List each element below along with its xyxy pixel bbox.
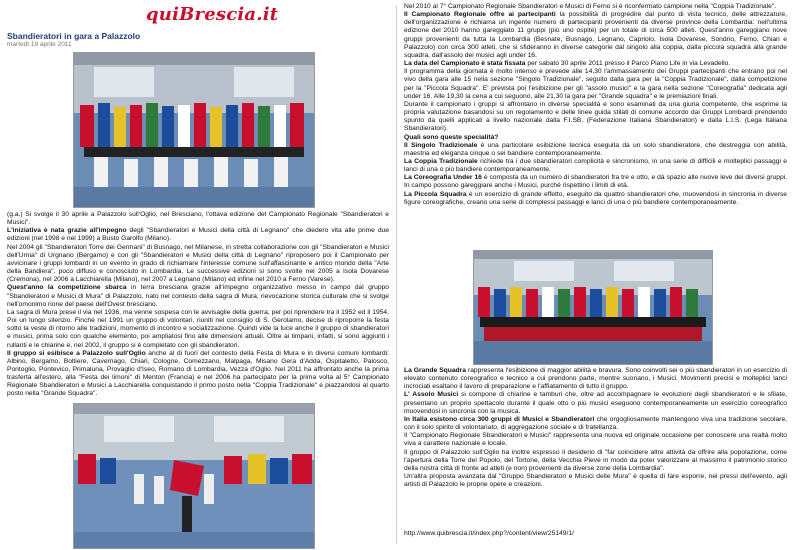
paragraph — [404, 367, 787, 391]
paragraph-text: Durante il campionato i gruppi si affrontano in diverse specialità e sono esaminati da una giuria competente, che esprime la propria valutazione basandosi su un regolamento e delle linee guida stilati di comune accordo dai Gruppi Lombardi prendendo spunto da quelli applicati a livello nazionale dalla F.I.SB. (Federazione Italiana Sbandieratori) e dalla L.I.S. (Lega Italiana Sbandieratori). — [404, 100, 787, 133]
paragraph-text: in terra bresciana grazie all'impegno organizzativo messo in campo dal gruppo "Sbandieratori e Musici di Mura" di Palazzolo, nato nel contesto della sagra di Mura, rievocazione storica culturale che si svolge nell'omonimo rione del paese dell'Ovest bresciano. — [7, 284, 389, 308]
photo-performance — [73, 403, 315, 549]
paragraph — [7, 350, 389, 399]
paragraph-lead: L'iniziativa è nata grazie all'impegno — [7, 227, 127, 235]
photo-flag-wavers-lineup — [73, 52, 315, 208]
paragraph — [404, 449, 787, 473]
paragraph — [404, 191, 787, 207]
paragraph-text: degli "Sbandieratori e Musici della città di Legnano" che diedero vita alle prime due edizioni (nel 1998 e nel 1999) a Busto Garolfo (Milano). — [7, 227, 389, 243]
paragraph-text: per sabato 30 aprile 2011 presso il Parco Piano Life in via Levadello. — [525, 60, 731, 68]
column-divider — [396, 6, 397, 544]
photo-1-drawing — [74, 53, 314, 207]
paragraph-lead: La Coreografia Under 16 — [404, 174, 482, 182]
paragraph — [7, 309, 389, 350]
paragraph — [404, 432, 787, 448]
paragraph-lead: La data del Campionato è stata fissata — [404, 60, 526, 68]
paragraph-lead: In Italia esistono circa 300 gruppi di Musici e Sbandieratori — [404, 415, 595, 423]
left-column-text — [7, 211, 389, 399]
paragraph-text: è un esercizio di grande effetto, eseguito da quattro sbandieratori che, muovendosi in sincronia in diverse figure coreografiche, creano una serie di complessi passaggi e lanci di una o più bandiere contemporaneamente. — [404, 190, 787, 206]
paragraph-text: La sagra di Mura prese il via nel 1936, ma venne sospesa con le avvisaglie della guerra, per poi riprendere tra il 1952 ed il 1954. Poi un lungo silenzio. Finché nel 1991 un gruppo di volontari, riuniti nel consiglio di S. Gerolamo, decise di riproporre la festa sotto la veste di ritorno alle tradizioni, momento di incontro e socializzazione. Quindi vide la luce anche il gruppo di sbandieratori e musici, prima solo con qualche elemento, poi ampliatosi fino alle dimensioni attuali. Oltre ai timpani, infatti, si sono aggiunti i rullanti e le chiarine e, nel 2002, il gruppo si è completato con gli sbandieratori. — [7, 308, 389, 349]
paragraph-lead: Il Campionato Regionale offre ai partecipanti — [404, 11, 556, 19]
paragraph-text: rappresenta l'esibizione di maggior abilità e bravura. Sono coinvolti sei o più sbandieratori in un esercizio di elevato contenuto coreografico e tecnico a cui prendono parte, mentre suonano, i Musici. Movimenti precisi e molteplici lanci incrociati esaltano il lavoro di preparazione e l'affiatamento di tutto il gruppo. — [404, 367, 787, 391]
paragraph-text: Il programma della giornata è molto intenso e prevede alle 14,30 l'ammassamento dei Gruppi partecipanti che entrano poi nel vivo della gara alle 15 nella sezione "Singolo Tradizionale", seguito dalla gara per la "Coppia Tradizionale", dalla competizione per la "Piccola Squadra". E' prevista poi l'esibizione per gli "assolo musici" e la gara nella sezione "Coreografia" dedicata agli under 16. Alle 19,30 la cena a cui seguono, alle 21,30 la gara per "Grande squadra" e le premiazioni finali. — [404, 68, 787, 100]
photo-2-drawing — [74, 404, 314, 548]
article-date: martedì 19 aprile 2011 — [7, 41, 72, 48]
paragraph — [404, 391, 787, 415]
paragraph — [404, 101, 787, 134]
paragraph — [404, 142, 787, 158]
paragraph — [404, 134, 787, 142]
photo-3-drawing — [474, 251, 712, 364]
paragraph — [7, 211, 389, 227]
paragraph-text: si compone di chiarine e tamburi che, oltre ad accompagnare le evoluzioni degli sbandieratori e le sfilate, presentano un proprio spettacolo durante il quale otto o più musici eseguono contemporaneamente un esercizio coreografico muovendosi in sincronia con la musica. — [404, 391, 787, 415]
paragraph — [404, 3, 787, 11]
right-column-top-text — [404, 3, 787, 207]
paragraph-lead: La Piccola Squadra — [404, 190, 467, 198]
source-url[interactable]: http://www.quibrescia.it/index.php?/content/view/25149/1/ — [404, 530, 574, 537]
paragraph-lead: Il Singolo Tradizionale — [404, 141, 478, 149]
paragraph — [404, 68, 787, 101]
paragraph — [404, 416, 787, 432]
photo-group-seated — [473, 250, 713, 365]
paragraph — [404, 11, 787, 60]
paragraph-text: Nel 2010 al 7° Campionato Regionale Sbandieratori e Musici di Ferno si è riconfermato campione nella "Coppia Tradizionale". — [404, 3, 777, 10]
paragraph-text: la possibilità di progredire dal punto di vista tecnico, delle attrezzature, dell'organizzazione e richiama un ingente numero di partecipanti provenienti da diverse province della Lombardia: nell'ultima edizione del 2010 hanno gareggiato 11 gruppi (più uno ospite) per un totale di circa 500 atleti. Quest'anno gareggiano nove gruppi provenienti da tutta la Lombardia (Besnate, Busnago, Legnano, Capriolo, Isola Dovarese, Sondrio, Ferno, Chiari e Palazzolo) con circa 300 atleti, che si sfideranno in diverse categorie dal singolo alla coppia, dalla piccola squadra alla grande squadra, dall'assolo dei musici agli under 16. — [404, 11, 787, 59]
paragraph-text: Nel 2004 gli "Sbandieratori Torre dei Germani" di Busnago, nel Milanese, in stretta collaborazione con gli "Sbandieratori e Musici dell'Urnia" di Urgnano (Bergamo) e con gli "Sbandieratori e Musici della città di Legnano" riproposero poi il Campionato per avvicinare i gruppi lombardi in un evento in grado di richiamare l'interesse comune sull'affascinante e antico mondo della "Arte della Bandiera", poco diffuso e conosciuto in Lombardia. Le successive edizioni si sono svolte nel 2005 a Isola Dovarese (Cremona), nel 2006 a Lacchiarella (Milano), nel 2007 a Legnano (Milano) ed infine nel 2010 a Ferno (Varese). — [7, 243, 389, 284]
paragraph — [7, 244, 389, 285]
paragraph-lead: La Coppia Tradizionale — [404, 157, 478, 165]
paragraph-lead: Il gruppo si esibisce a Palazzolo sull'Oglio — [7, 349, 146, 357]
site-logo[interactable]: quiBrescia.it — [146, 4, 279, 25]
paragraph — [7, 227, 389, 243]
paragraph-text: Un'altra proposta avanzata dal "Gruppo Sbandieratori e Musici delle Mura" è quella di fare esporre, nei pressi dell'evento, agli artisti di Palazzolo le proprie opere e creazioni. — [404, 473, 787, 489]
paragraph-text: che orgogliosamente mantengono viva una tradizione secolare, con il solo spirito di volontariato, di aggregazione sociale e di fratellanza. — [404, 415, 787, 432]
paragraph-text: Il "Campionato Regionale Sbandieratori e Musici" rappresenta una nuova ed originale occasione per conoscere una realtà molto viva a carattere nazionale e locale. — [404, 432, 787, 448]
paragraph — [404, 174, 787, 190]
paragraph-lead: La Grande Squadra — [404, 367, 466, 374]
article-title: Sbandieratori in gara a Palazzolo — [7, 31, 141, 41]
paragraph-text: anche al di fuori del contesto della Festa di Mura e in diversi comuni lombardi: Albino, Bergamo, Boltiere, Cavernago, Chiari, Cologne, Comezzano, Malpaga, Misano Gera d'Adda, Ospitaletto, Palosco, Pontoglio, Pontevico, Primaluna, Provaglio d'Iseo, Romano di Lombardia, Vezza d'Oglio. Nel 2011 ha affrontato anche la prima trasferta all'estero, alla "Festa dei limoni" di Menton (Francia) e nel 2006 ha partecipato per la prima volta al 5° Campionato Regionale Sbandieratori e Musici a Lacchiarella conquistando il primo posto nella "Coppia Tradizionale" e piazzandosi al quarto posto nella "Grande Squadra". — [7, 349, 389, 398]
paragraph — [404, 473, 787, 489]
paragraph — [7, 284, 389, 308]
paragraph — [404, 158, 787, 174]
paragraph — [404, 60, 787, 68]
paragraph-lead: Quest'anno la competizione sbarca — [7, 284, 127, 292]
paragraph-text: (g.a.) Si svolge il 30 aprile a Palazzolo sull'Oglio, nel Bresciano, l'ottava edizione del Campionato Regionale "Sbandieratori e Musici". — [7, 211, 389, 227]
paragraph-text: Il gruppo di Palazzolo sull'Oglio ha inoltre espresso il desiderio di "far coincidere altre attività da offrire alla popolazione, come l'apertura della Torre del Popolo, del Tortone, della Vecchia Pieve in modo da poter valorizzare al massimo il patrimonio storico della nostra città di fronte ad atleti (e non) provenienti da diverse zone della Lombardia". — [404, 448, 787, 472]
paragraph-text: è composta da un numero di sbandieratori fra tre e otto, e dà spazio alle nuove leve dei diversi gruppi. In campo possono gareggiare anche i Musici, purché rispettino i limiti di età. — [404, 174, 788, 190]
paragraph-lead: Quali sono queste specialità? — [404, 133, 499, 141]
right-column-bottom-text — [404, 367, 787, 489]
paragraph-text: è una particolare esibizione tecnica eseguita da un solo sbandieratore, che destreggia con abilità, maestria ed eleganza cinque o sei bandiere contemporaneamente. — [404, 141, 787, 157]
paragraph-lead: L' Assolo Musici — [404, 391, 459, 399]
paragraph-text: richiede tra i due sbandieratori complicità e sincronismo, in una serie di difficili e molteplici passaggi e lanci di una o più bandiere contemporaneamente. — [404, 157, 787, 174]
